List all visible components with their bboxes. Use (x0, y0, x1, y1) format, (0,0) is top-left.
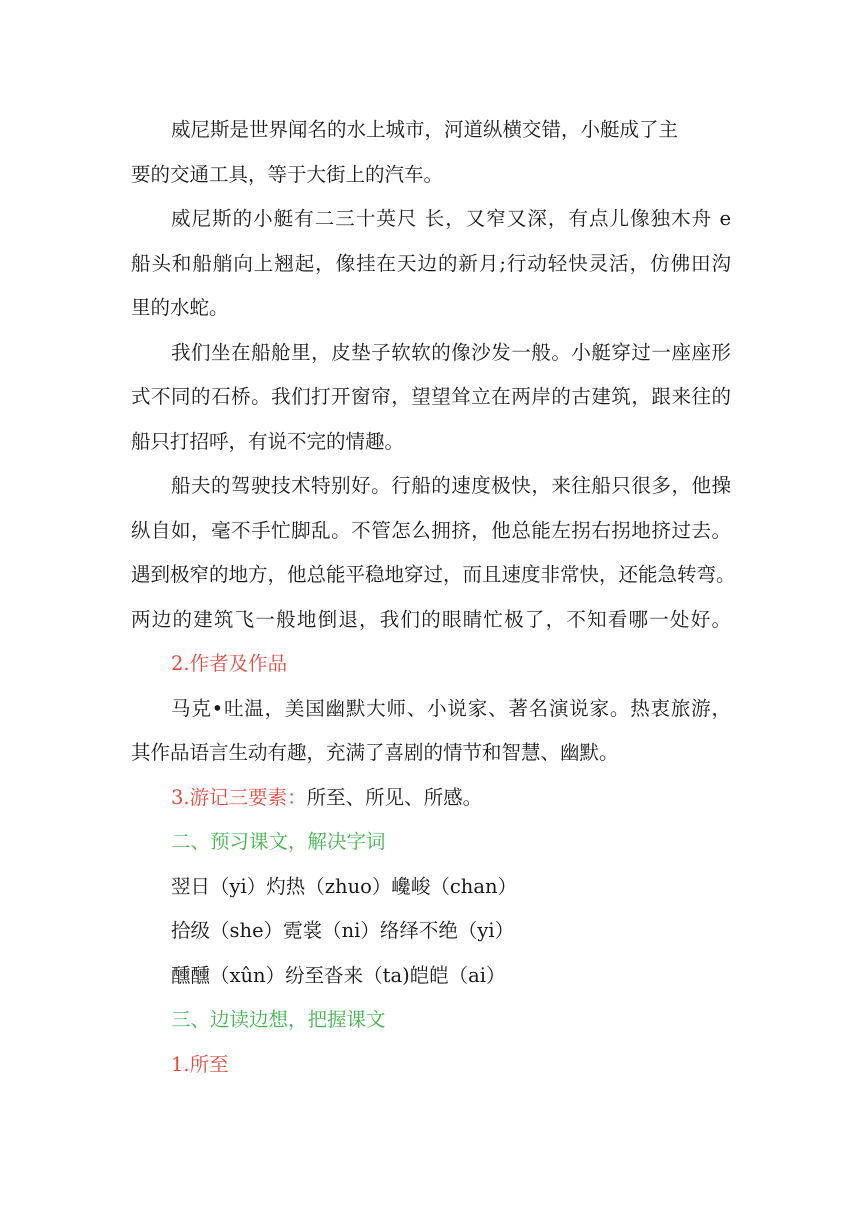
paragraph-author-line-1: 马克•吐温，美国幽默大师、小说家、著名演说家。热衷旅游， (171, 696, 731, 720)
paragraph-boatman-line-3: 遇到极窄的地方，他总能平稳地穿过，而且速度非常快，还能急转弯。 (131, 563, 736, 586)
vocab-line-3: 醺醺（xûn）纷至沓来（ta)皑皑（ai） (171, 963, 506, 987)
paragraph-cabin-line-3: 船只打招呼，有说不完的情趣。 (131, 429, 405, 453)
paragraph-cabin-line-1: 我们坐在船舱里，皮垫子软软的像沙发一般。小艇穿过一座座形 (171, 340, 731, 364)
paragraph-cabin-line-2: 式不同的石桥。我们打开窗帘，望望耸立在两岸的古建筑，跟来往的 (131, 385, 731, 408)
paragraph-boat-line-2: 船头和船艄向上翘起，像挂在天边的新月;行动轻快灵活，仿佛田沟 (131, 251, 731, 275)
heading-destination: 1.所至 (171, 1052, 229, 1076)
paragraph-boatman-line-1: 船夫的驾驶技术特别好。行船的速度极快，来往船只很多，他操 (171, 474, 731, 497)
paragraph-boatman-line-4: 两边的建筑飞一般地倒退，我们的眼睛忙极了，不知看哪一处好。 (131, 607, 731, 631)
paragraph-venice-intro-line-2: 要的交通工具，等于大街上的汽车。 (131, 162, 444, 186)
paragraph-author-line-2: 其作品语言生动有趣，充满了喜剧的情节和智慧、幽默。 (131, 741, 619, 764)
heading-travel-elements: 3.游记三要素： (171, 785, 307, 809)
paragraph-boat-line-3: 里的水蛇。 (131, 296, 229, 319)
document-page (131, 108, 736, 1087)
vocab-line-2: 拾级（she）霓裳（ni）络绎不绝（yi） (171, 919, 515, 942)
travel-elements-line (131, 776, 731, 821)
heading-read-think: 三、边读边想，把握课文 (171, 1008, 386, 1031)
paragraph-boat-line-1: 威尼斯的小艇有二三十英尺 长，又窄又深，有点儿像独木舟 e (171, 207, 731, 230)
travel-elements-text: 所至、所见、所感。 (306, 785, 483, 809)
paragraph-venice-intro-line-1: 威尼斯是世界闻名的水上城市，河道纵横交错，小艇成了主 (171, 118, 679, 141)
paragraph-boatman-line-2: 纵自如，毫不手忙脚乱。不管怎么拥挤，他总能左拐右拐地挤过去。 (131, 518, 731, 542)
vocab-line-1: 翌日（yi）灼热（zhuo）巉峻（chan） (171, 874, 518, 898)
heading-author-works: 2.作者及作品 (171, 652, 288, 675)
heading-preview-words: 二、预习课文，解决字词 (171, 830, 386, 853)
